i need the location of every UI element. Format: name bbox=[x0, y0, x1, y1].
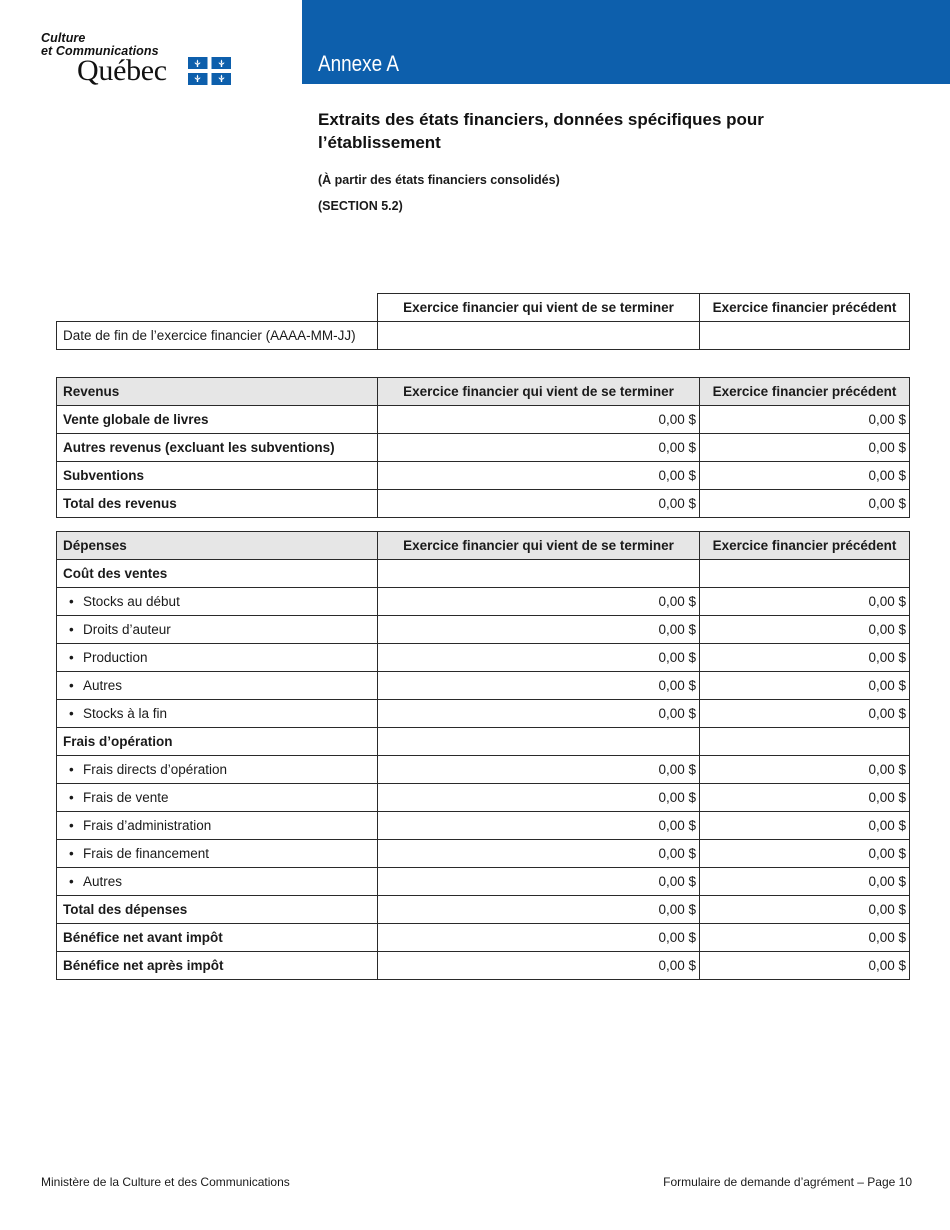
amount-current-input[interactable]: 0,00 $ bbox=[378, 406, 700, 434]
amount-previous-input[interactable]: 0,00 $ bbox=[700, 700, 910, 728]
row-label: Bénéfice net avant impôt bbox=[57, 924, 378, 952]
amount-current-input[interactable]: 0,00 $ bbox=[378, 672, 700, 700]
bullet-icon: • bbox=[69, 706, 74, 721]
table-row bbox=[57, 784, 910, 812]
row-label-text: Production bbox=[83, 650, 148, 665]
table-row bbox=[57, 616, 910, 644]
bullet-icon: • bbox=[69, 846, 74, 861]
row-label: Coût des ventes bbox=[57, 560, 378, 588]
row-label-text: Frais d’administration bbox=[83, 818, 212, 833]
amount-current-input[interactable]: 0,00 $ bbox=[378, 924, 700, 952]
logo-line-communications: et Communications bbox=[41, 44, 159, 58]
amount-previous-input[interactable]: 0,00 $ bbox=[700, 756, 910, 784]
row-label: Total des dépenses bbox=[57, 896, 378, 924]
table-header-row bbox=[57, 532, 910, 560]
row-label-text: Frais de vente bbox=[83, 790, 169, 805]
amount-previous-input[interactable]: 0,00 $ bbox=[700, 672, 910, 700]
table-row bbox=[57, 924, 910, 952]
depenses-table bbox=[56, 531, 910, 980]
bullet-icon: • bbox=[69, 818, 74, 833]
amount-previous-input[interactable]: 0,00 $ bbox=[700, 784, 910, 812]
empty-cell bbox=[378, 728, 700, 756]
row-label: Frais d’opération bbox=[57, 728, 378, 756]
amount-current-input[interactable]: 0,00 $ bbox=[378, 952, 700, 980]
row-label-text: Autres bbox=[83, 874, 123, 889]
table-row bbox=[57, 462, 910, 490]
table-header-row bbox=[57, 378, 910, 406]
row-label-fiscal-end-date: Date de fin de l’exercice financier (AAAA-MM-JJ) bbox=[57, 322, 378, 350]
row-label bbox=[57, 700, 378, 728]
amount-previous-input[interactable]: 0,00 $ bbox=[700, 868, 910, 896]
table-row bbox=[57, 672, 910, 700]
amount-previous-input[interactable]: 0,00 $ bbox=[700, 490, 910, 518]
amount-current-input[interactable]: 0,00 $ bbox=[378, 840, 700, 868]
amount-current-input[interactable]: 0,00 $ bbox=[378, 868, 700, 896]
row-label bbox=[57, 756, 378, 784]
amount-current-input[interactable]: 0,00 $ bbox=[378, 462, 700, 490]
amount-current-input[interactable]: 0,00 $ bbox=[378, 756, 700, 784]
amount-previous-input[interactable]: 0,00 $ bbox=[700, 616, 910, 644]
row-label bbox=[57, 672, 378, 700]
empty-header-cell bbox=[57, 294, 378, 322]
table-row bbox=[57, 952, 910, 980]
revenus-header: Revenus bbox=[57, 378, 378, 406]
row-label bbox=[57, 644, 378, 672]
table-row bbox=[57, 756, 910, 784]
table-row bbox=[57, 812, 910, 840]
bullet-icon: • bbox=[69, 790, 74, 805]
amount-current-input[interactable]: 0,00 $ bbox=[378, 644, 700, 672]
subtitle-section: (SECTION 5.2) bbox=[318, 199, 403, 213]
row-label-text: Droits d’auteur bbox=[83, 622, 171, 637]
row-label bbox=[57, 588, 378, 616]
annex-title: Annexe A bbox=[318, 51, 400, 76]
revenus-table bbox=[56, 377, 910, 518]
row-label: Total des revenus bbox=[57, 490, 378, 518]
table-header-row bbox=[57, 294, 910, 322]
bullet-icon: • bbox=[69, 622, 74, 637]
amount-current-input[interactable]: 0,00 $ bbox=[378, 588, 700, 616]
table-row bbox=[57, 588, 910, 616]
empty-cell bbox=[378, 560, 700, 588]
table-row bbox=[57, 644, 910, 672]
row-label: Subventions bbox=[57, 462, 378, 490]
amount-previous-input[interactable]: 0,00 $ bbox=[700, 952, 910, 980]
page-heading: Extraits des états financiers, données spécifiques pour l’établissement bbox=[318, 110, 764, 152]
table-row bbox=[57, 896, 910, 924]
col-header-current: Exercice financier qui vient de se terminer bbox=[378, 532, 700, 560]
bullet-icon: • bbox=[69, 594, 74, 609]
col-header-current: Exercice financier qui vient de se terminer bbox=[378, 378, 700, 406]
col-header-previous: Exercice financier précédent bbox=[700, 294, 910, 322]
row-label-text: Stocks au début bbox=[83, 594, 180, 609]
col-header-current: Exercice financier qui vient de se terminer bbox=[378, 294, 700, 322]
row-label-text: Frais directs d’opération bbox=[83, 762, 228, 777]
empty-cell bbox=[700, 728, 910, 756]
subtitle-consolidated: (À partir des états financiers consolidés) bbox=[318, 173, 560, 187]
section-row-cout-ventes bbox=[57, 560, 910, 588]
fiscal-end-date-current-input[interactable] bbox=[378, 322, 700, 350]
logo-quebec-wordmark: Québec bbox=[77, 54, 167, 87]
table-row bbox=[57, 406, 910, 434]
amount-current-input[interactable]: 0,00 $ bbox=[378, 616, 700, 644]
row-label-text: Frais de financement bbox=[83, 846, 210, 861]
amount-previous-input[interactable]: 0,00 $ bbox=[700, 588, 910, 616]
row-label: Vente globale de livres bbox=[57, 406, 378, 434]
footer-ministry: Ministère de la Culture et des Communications bbox=[41, 1175, 290, 1189]
table-row bbox=[57, 490, 910, 518]
row-label-text: Autres bbox=[83, 678, 123, 693]
col-header-previous: Exercice financier précédent bbox=[700, 378, 910, 406]
table-row bbox=[57, 868, 910, 896]
bullet-icon: • bbox=[69, 650, 74, 665]
quebec-logo bbox=[41, 32, 241, 92]
table-row bbox=[57, 700, 910, 728]
section-row-frais-operation bbox=[57, 728, 910, 756]
bullet-icon: • bbox=[69, 762, 74, 777]
col-header-previous: Exercice financier précédent bbox=[700, 532, 910, 560]
amount-previous-input[interactable]: 0,00 $ bbox=[700, 644, 910, 672]
logo-line-culture: Culture bbox=[41, 31, 86, 45]
amount-current-input[interactable]: 0,00 $ bbox=[378, 700, 700, 728]
row-label bbox=[57, 784, 378, 812]
bullet-icon: • bbox=[69, 678, 74, 693]
row-label bbox=[57, 868, 378, 896]
amount-previous-input[interactable]: 0,00 $ bbox=[700, 462, 910, 490]
amount-previous-input[interactable]: 0,00 $ bbox=[700, 434, 910, 462]
row-label: Bénéfice net après impôt bbox=[57, 952, 378, 980]
empty-cell bbox=[700, 560, 910, 588]
fiscal-end-date-previous-input[interactable] bbox=[700, 322, 910, 350]
row-label bbox=[57, 812, 378, 840]
depenses-header: Dépenses bbox=[57, 532, 378, 560]
footer-page-number: Formulaire de demande d’agrément – Page 10 bbox=[663, 1175, 912, 1189]
row-label bbox=[57, 616, 378, 644]
table-row bbox=[57, 434, 910, 462]
row-label-text: Stocks à la fin bbox=[83, 706, 168, 721]
amount-previous-input[interactable]: 0,00 $ bbox=[700, 896, 910, 924]
row-label: Autres revenus (excluant les subventions) bbox=[57, 434, 378, 462]
amount-previous-input[interactable]: 0,00 $ bbox=[700, 840, 910, 868]
amount-current-input[interactable]: 0,00 $ bbox=[378, 784, 700, 812]
amount-current-input[interactable]: 0,00 $ bbox=[378, 434, 700, 462]
bullet-icon: • bbox=[69, 874, 74, 889]
amount-current-input[interactable]: 0,00 $ bbox=[378, 812, 700, 840]
table-row bbox=[57, 322, 910, 350]
amount-current-input[interactable]: 0,00 $ bbox=[378, 896, 700, 924]
fiscal-dates-table bbox=[56, 293, 910, 350]
table-row bbox=[57, 840, 910, 868]
amount-previous-input[interactable]: 0,00 $ bbox=[700, 812, 910, 840]
header-band bbox=[302, 0, 950, 84]
quebec-flag-icon bbox=[188, 57, 231, 85]
amount-previous-input[interactable]: 0,00 $ bbox=[700, 406, 910, 434]
amount-current-input[interactable]: 0,00 $ bbox=[378, 490, 700, 518]
row-label bbox=[57, 840, 378, 868]
amount-previous-input[interactable]: 0,00 $ bbox=[700, 924, 910, 952]
